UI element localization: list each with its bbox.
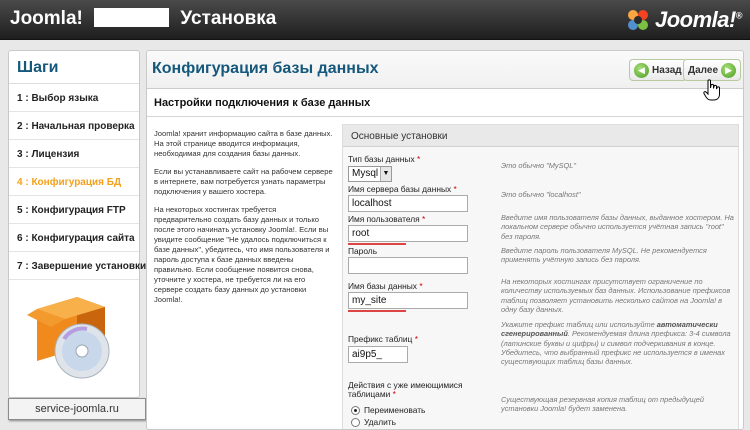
intro-paragraph: Joomla! хранит информацию сайта в базе данных. На этой странице вводится информация, необходимая для создания базы данных. [154,129,333,158]
radio-button[interactable] [351,406,360,415]
sidebar-item-site-config[interactable]: 6 : Конфигурация сайта [9,224,139,252]
chevron-down-icon: ▼ [380,167,391,181]
sidebar-item-precheck[interactable]: 2 : Начальная проверка [9,112,139,140]
intro-paragraph: На некоторых хостингах требуется предварительно создать базу данных и только после этого начинать установку Joomla!. Если вы увидите сообщение "Не удалось подключиться к базе данных", убедитесь, что имя пользователя и пароль доступа к базе данных введены правильно. Если сообщение появится снова, уточните у хостера, не требуется ли на его сервере создать базу данных до установки Joomla!. [154,205,330,304]
host-label: Имя сервера базы данных * [348,184,457,194]
joomla-logo-icon [625,7,651,33]
host-input[interactable] [348,195,468,212]
next-label: Далее [688,64,719,76]
db-name-input[interactable] [348,292,468,309]
joomla-logo [625,6,742,34]
db-type-label: Тип базы данных * [348,154,421,164]
db-name-underline [348,310,406,312]
user-label: Имя пользователя * [348,214,426,224]
sidebar-item-license[interactable]: 3 : Лицензия [9,140,139,168]
radio-delete[interactable] [351,417,396,427]
top-bar [0,0,750,40]
user-underline [348,243,406,245]
db-name-label: Имя базы данных * [348,281,423,291]
main-header [147,51,743,89]
db-type-hint: Это обычно "MySQL" [501,161,577,170]
settings-title: Основные установки [343,125,738,147]
redaction-block [94,8,169,27]
password-label: Пароль [348,246,378,256]
db-name-hint: На некоторых хостингах присутствует ограничение по количеству используемых баз данных. Использование префиксов таблиц позволяет установить несколько сайтов на Joomla! в одну базу данных. [501,277,731,314]
back-button[interactable] [629,59,687,81]
user-hint: Введите имя пользователя базы данных, выданное хостером. На локальном сервере обычно используется учётная запись "root" без пароля. [501,213,734,241]
radio-rename-label: Переименовать [364,405,426,415]
main-panel [146,50,744,430]
host-hint: Это обычно "localhost" [501,190,581,199]
db-type-value: Mysql [352,168,379,179]
password-input[interactable] [348,257,468,274]
page-title: Конфигурация базы данных [152,60,379,77]
sidebar-item-language[interactable]: 1 : Выбор языка [9,84,139,112]
steps-title: Шаги [17,59,59,76]
user-input[interactable] [348,225,468,242]
basic-settings-panel [342,124,739,430]
radio-delete-label: Удалить [364,417,396,427]
radio-button[interactable] [351,418,360,427]
existing-tables-hint: Существующая резервная копия таблиц от предыдущей установки Joomla! будет заменена. [501,395,704,414]
radio-rename[interactable] [351,405,425,415]
install-title: Установка [180,8,277,29]
logo-text: Joomla!® [655,7,742,32]
watermark: service-joomla.ru [8,398,146,420]
prefix-hint: Укажите префикс таблиц или используйте автоматически сгенерированный. Рекомендуемая длина префикса: 3-4 символа (латинские буквы и цифры) и символ подчеркивания в конце. Убедитесь, что выбранный префикс не используется в именах существующих таблиц базы данных. [501,320,731,367]
prefix-input[interactable] [348,346,408,363]
existing-tables-label: Действия с уже имеющимися таблицами * [348,380,463,399]
intro-paragraph: Если вы устанавливаете сайт на рабочем сервере в интернете, вам потребуется узнать параметры подключения у вашего хостера. [154,167,333,196]
app-name: Joomla! [10,8,83,29]
arrow-right-icon: ▶ [721,63,736,78]
sidebar-item-finish[interactable]: 7 : Завершение установки [9,252,139,280]
sidebar-item-ftp-config[interactable]: 5 : Конфигурация FTP [9,196,139,224]
steps-sidebar [8,50,147,398]
db-type-select[interactable] [348,166,392,182]
next-button[interactable] [683,59,741,81]
software-box-icon [27,289,127,384]
password-hint: Введите пароль пользователя MySQL. Не рекомендуется применять учётную запись без пароля. [501,246,707,265]
intro-text [154,129,334,313]
sidebar-item-db-config[interactable]: 4 : Конфигурация БД [9,168,139,196]
prefix-label: Префикс таблиц * [348,334,418,344]
window-title [10,8,276,30]
back-label: Назад [652,64,682,76]
arrow-left-icon: ◀ [634,63,649,78]
section-title: Настройки подключения к базе данных [147,97,743,117]
